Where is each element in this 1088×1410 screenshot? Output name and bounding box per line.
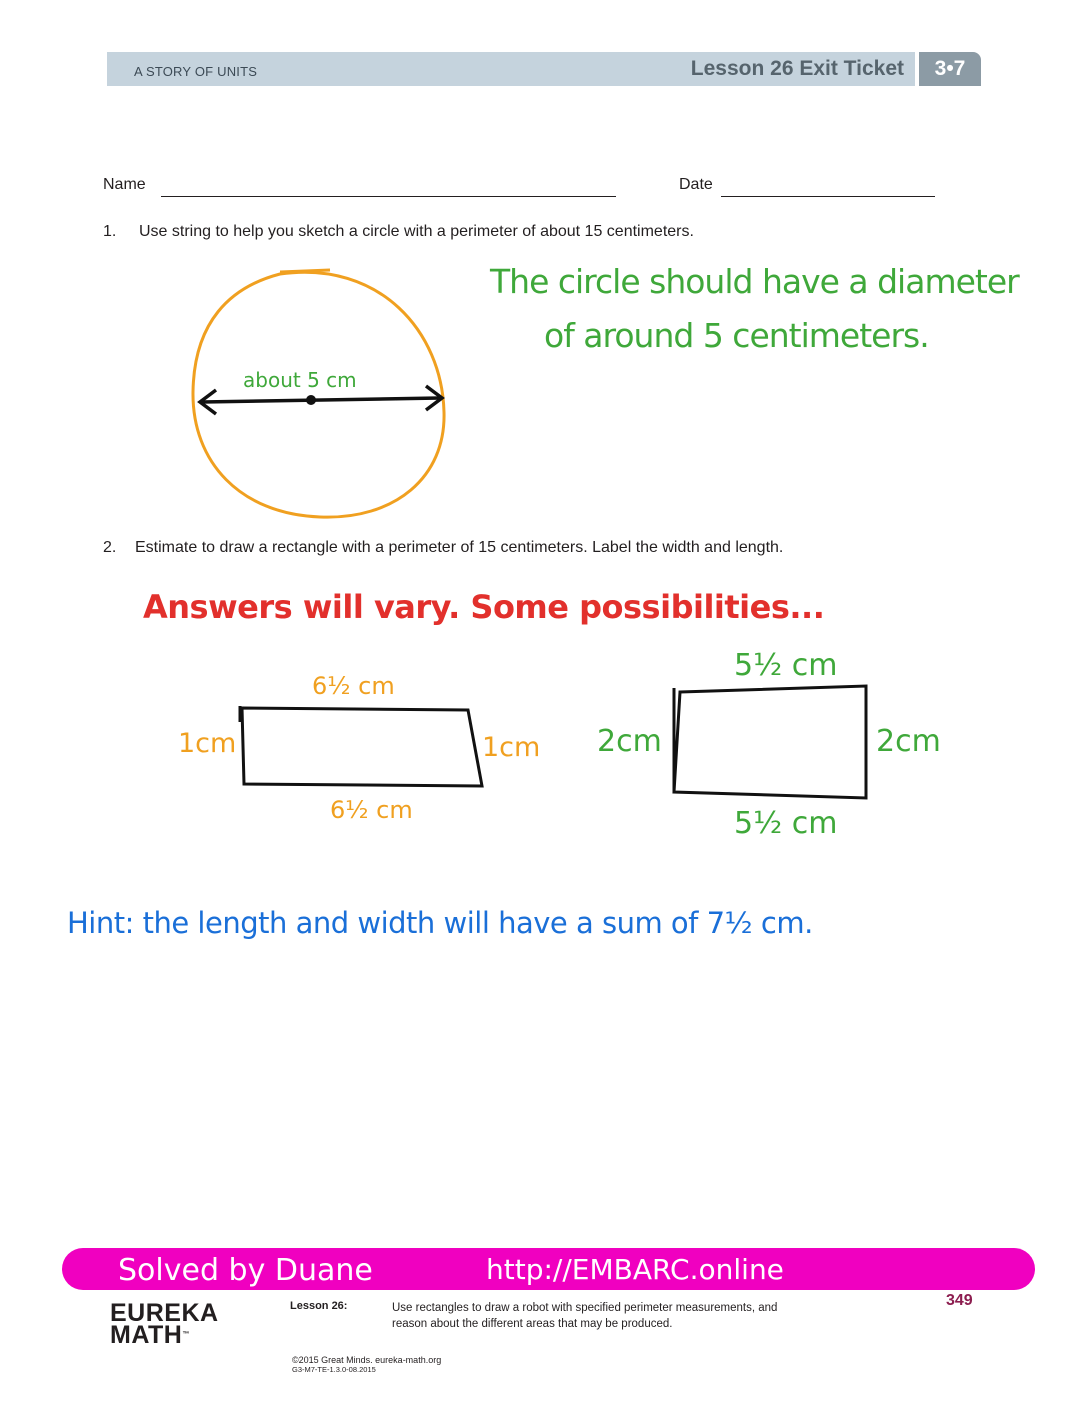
module-badge: 3•7 [919, 52, 981, 86]
rect2-right-label: 2cm [876, 724, 941, 759]
footer-lesson-description: Use rectangles to draw a robot with specified perimeter measurements, and reason about the different areas that may be produced. [392, 1302, 778, 1330]
rect1-right-label: 1cm [482, 732, 541, 763]
q1-number: 1. [103, 223, 117, 240]
rectangle-1 [236, 702, 488, 794]
solved-by-text: Solved by Duane [118, 1253, 373, 1288]
q1-text: Use string to help you sketch a circle with a perimeter of about 15 centimeters. [139, 223, 694, 240]
answers-note: Answers will vary. Some possibilities... [143, 588, 825, 626]
rect2-left-label: 2cm [597, 724, 662, 759]
hint-note: Hint: the length and width will have a sum of 7½ cm. [67, 906, 813, 940]
embarc-link[interactable]: http://EMBARC.online [486, 1253, 784, 1286]
name-field[interactable] [161, 196, 616, 197]
rectangle-2 [666, 680, 872, 804]
footer-lesson-label: Lesson 26: [290, 1300, 348, 1312]
circle-sketch [180, 262, 460, 532]
lesson-title: Lesson 26 Exit Ticket [690, 57, 904, 80]
rect1-top-label: 6½ cm [312, 672, 395, 700]
circle-note-line2: of around 5 centimeters. [544, 316, 929, 355]
eureka-math-logo: EUREKA MATH™ [110, 1299, 219, 1349]
q2-text: Estimate to draw a rectangle with a perimeter of 15 centimeters. Label the width and length. [135, 539, 784, 556]
rect2-top-label: 5½ cm [734, 648, 838, 683]
rect1-bottom-label: 6½ cm [330, 796, 413, 824]
page-number: 349 [946, 1292, 973, 1309]
series-title: A STORY OF UNITS [134, 64, 258, 79]
rect2-bottom-label: 5½ cm [734, 806, 838, 841]
circle-note-line1: The circle should have a diameter [490, 262, 1019, 301]
rect1-left-label: 1cm [178, 728, 237, 759]
footer-copyright: ©2015 Great Minds. eureka-math.org G3-M7-TE-1.3.0-08.2015 [292, 1355, 442, 1374]
name-label: Name [103, 176, 146, 193]
q2-number: 2. [103, 539, 117, 556]
date-field[interactable] [721, 196, 935, 197]
diameter-label: about 5 cm [243, 368, 357, 392]
date-label: Date [679, 176, 713, 193]
